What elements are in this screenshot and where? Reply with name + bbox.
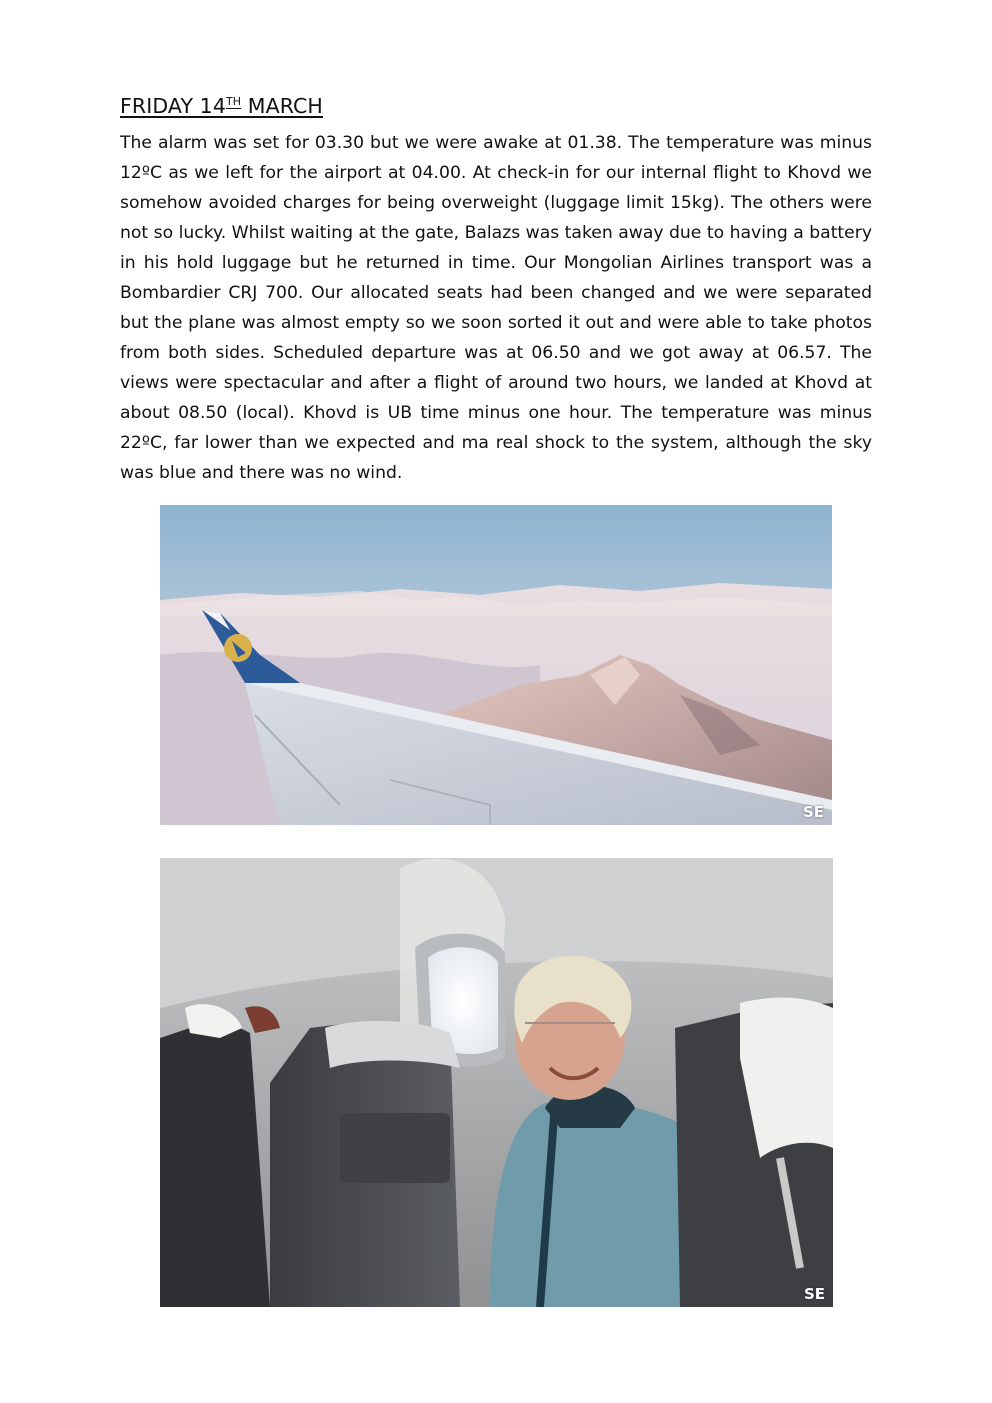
photo-cabin-passenger bbox=[160, 858, 833, 1307]
photo-wing-over-mountains bbox=[160, 505, 832, 825]
page-title bbox=[120, 94, 323, 118]
title-superscript: TH bbox=[225, 95, 242, 109]
photo-credit: SE bbox=[803, 1285, 825, 1303]
wing-photo-illustration bbox=[160, 505, 832, 825]
body-paragraph: The alarm was set for 03.30 but we were awake at 01.38. The temperature was minus 12ºC as we left for the airport at 04.00. At check-in for our internal flight to Khovd we somehow avoided charges for being overweight (luggage limit 15kg). The others were not so lucky. Whilst waiting at the gate, Balazs was taken away due to having a battery in his hold luggage but he returned in time. Our Mongolian Airlines transport was a Bombardier CRJ 700. Our allocated seats had been changed and we were separated but the plane was almost empty so we soon sorted it out and were able to take photos from both sides. Scheduled departure was at 06.50 and we got away at 06.57. The views were spectacular and after a flight of around two hours, we landed at Khovd at about 08.50 (local). Khovd is UB time minus one hour. The temperature was minus 22ºC, far lower than we expected and ma real shock to the system, although the sky was blue and there was no wind. bbox=[120, 133, 872, 483]
photo-credit: SE bbox=[802, 803, 824, 821]
cabin-photo-illustration bbox=[160, 858, 833, 1307]
title-prefix: FRIDAY 14 bbox=[120, 94, 226, 118]
title-suffix: MARCH bbox=[241, 94, 323, 118]
